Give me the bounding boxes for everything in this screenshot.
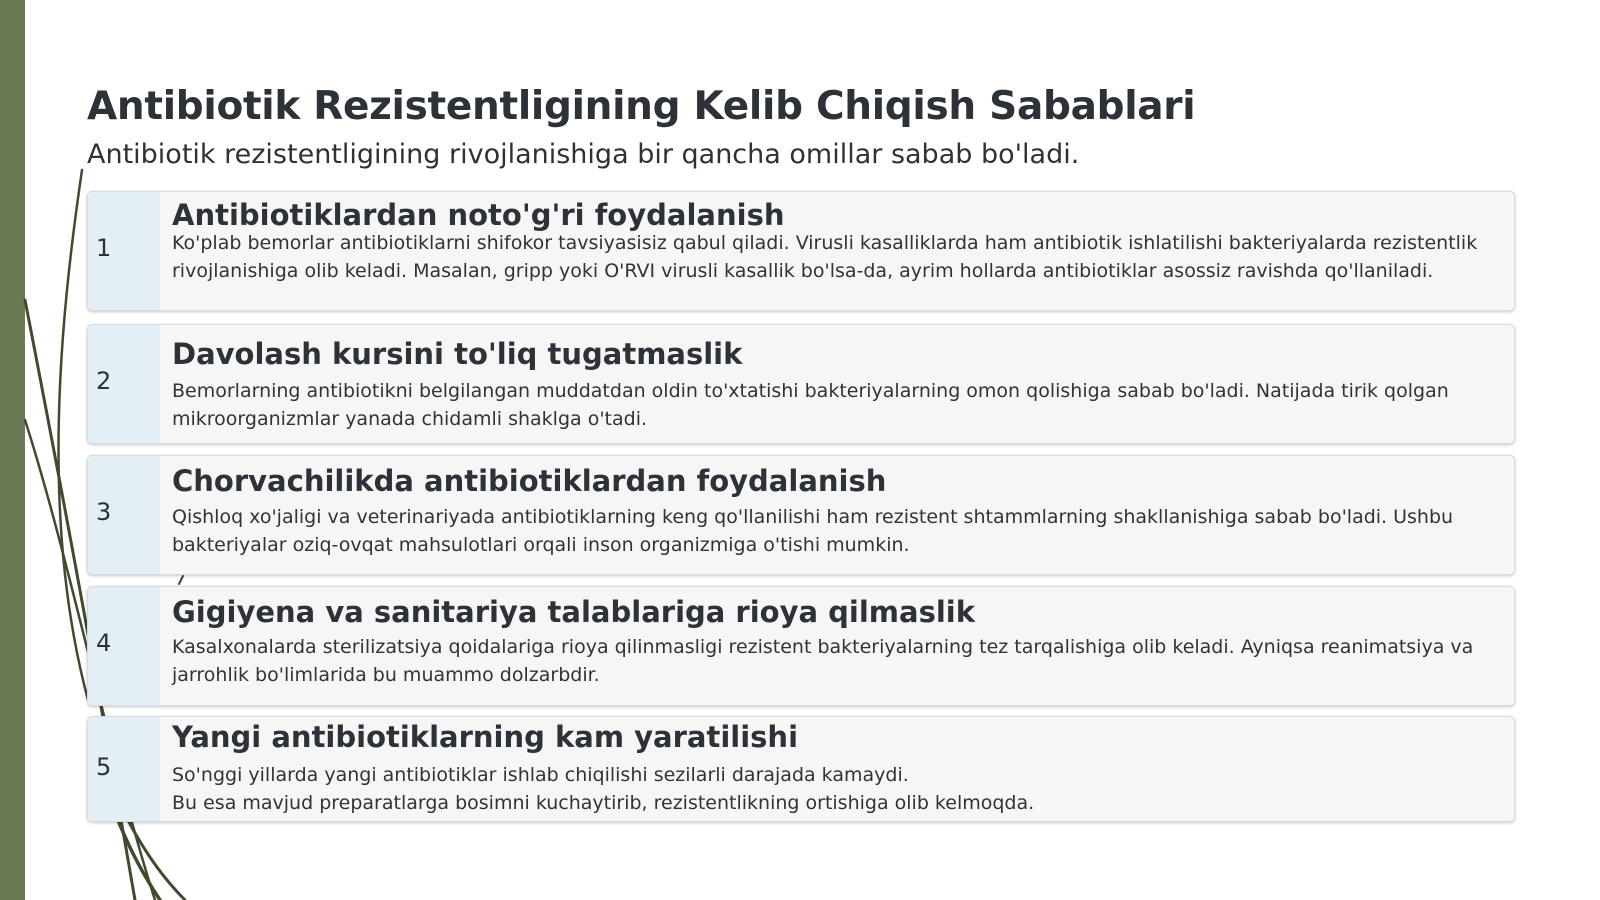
item-description: Bemorlarning antibiotikni belgilangan muddatdan oldin to'xtatishi bakteriyalarning omon qolishiga sabab bo'ladi. Natijada tirik qolgan mikroorganizmlar yanada chidamli shaklga o'tadi. <box>172 380 1449 430</box>
reason-card-2 <box>87 324 1515 444</box>
item-description: Ko'plab bemorlar antibiotiklarni shifokor tavsiyasisiz qabul qiladi. Virusli kasalliklarda ham antibiotik ishlatilishi bakteriyalarda rezistentlik rivojlanishiga olib keladi. Masalan, gripp yoki O'RVI virusli kasallik bo'lsa-da, ayrim hollarda antibiotiklar asossiz ravishda qo'llaniladi. <box>172 232 1478 282</box>
reason-card-4 <box>87 586 1515 706</box>
item-description: So'nggi yillarda yangi antibiotiklar ishlab chiqilishi sezilarli darajada kamaydi. Bu esa mavjud preparatlarga bosimni kuchaytirib, rezistentlikning ortishiga olib kelmoqda. <box>172 764 1035 814</box>
item-number: 5 <box>96 753 112 781</box>
item-title: Antibiotiklardan noto'g'ri foydalanish <box>172 198 785 232</box>
slide-subtitle: Antibiotik rezistentligining rivojlanishiga bir qancha omillar sabab bo'ladi. <box>87 139 1080 170</box>
item-number: 1 <box>96 234 112 262</box>
item-title: Gigiyena va sanitariya talablariga rioya qilmaslik <box>172 595 976 629</box>
reason-card-3 <box>87 455 1515 575</box>
item-number: 3 <box>96 498 112 526</box>
item-number: 4 <box>96 629 112 657</box>
item-title: Yangi antibiotiklarning kam yaratilishi <box>172 720 799 754</box>
left-accent-bar <box>0 0 25 900</box>
item-title: Davolash kursini to'liq tugatmaslik <box>172 337 743 371</box>
item-title: Chorvachilikda antibiotiklardan foydalanish <box>172 464 887 498</box>
item-description: Kasalxonalarda sterilizatsiya qoidalariga rioya qilinmasligi rezistent bakteriyalarning tez tarqalishiga olib keladi. Ayniqsa reanimatsiya va jarrohlik bo'limlarida bu muammo dolzarbdir. <box>172 636 1474 686</box>
item-description: Qishloq xo'jaligi va veterinariyada antibiotiklarning keng qo'llanilishi ham rezistent shtammlarning shakllanishiga sabab bo'ladi. Ushbu bakteriyalar oziq-ovqat mahsulotlari orqali inson organizmiga o'tishi mumkin. <box>172 506 1454 556</box>
reason-card-5 <box>87 716 1515 822</box>
item-number: 2 <box>96 367 112 395</box>
reason-card-1 <box>87 191 1515 311</box>
slide-title: Antibiotik Rezistentligining Kelib Chiqish Sabablari <box>87 84 1196 129</box>
